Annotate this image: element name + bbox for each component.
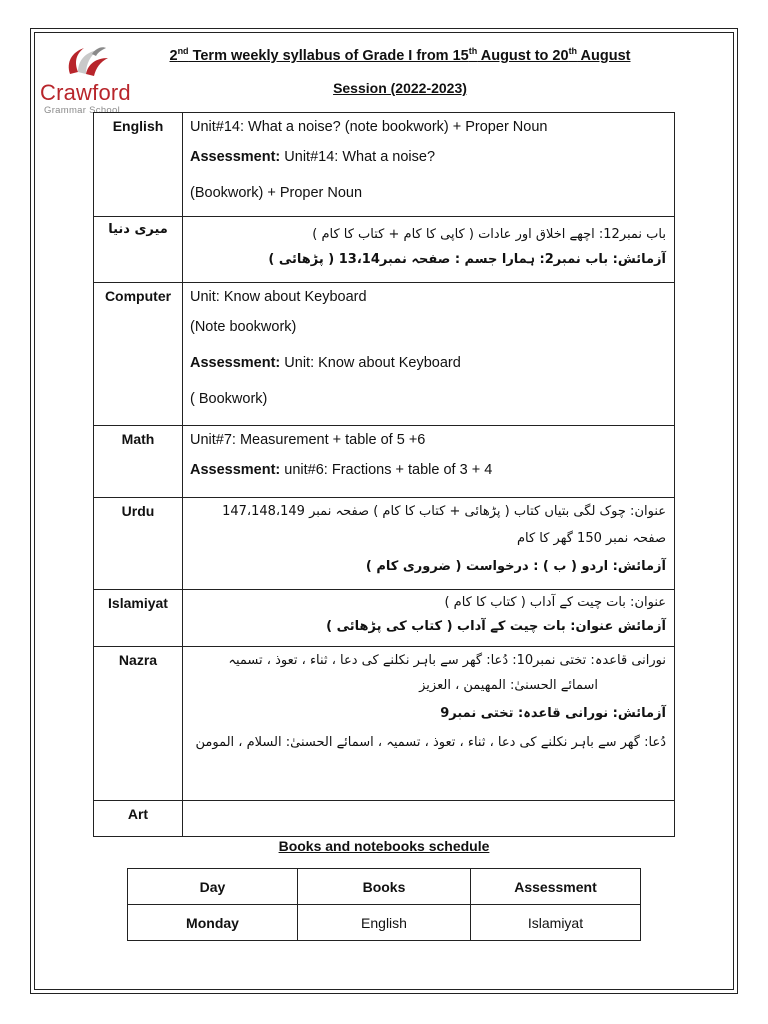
table-row [94, 426, 675, 498]
school-logo [40, 44, 140, 114]
computer-content [183, 283, 675, 426]
math-content [183, 426, 675, 498]
islamiyat-line-1: عنوان: بات چیت کے آداب ( کتاب کا کام ) [444, 595, 666, 610]
schedule-day: Monday [128, 905, 298, 941]
subject-nazra: Nazra [94, 647, 183, 801]
subject-art: Art [94, 801, 183, 837]
syllabus-table [93, 112, 675, 837]
nazra-line-2: اسمائے الحسنیٰ: المھیمن ، العزیز [419, 678, 598, 693]
table-row [94, 590, 675, 647]
table-row [94, 801, 675, 837]
urdu-content [183, 498, 675, 590]
logo-subtitle: Grammar School [44, 105, 120, 116]
header-assessment: Assessment [471, 869, 641, 905]
urdu-line-3: آزمائش: اردو ( ب ) : درخواست ( ضروری کام ) [365, 559, 666, 574]
schedule-books: English [298, 905, 471, 941]
nazra-line-1: نورانی قاعدہ: تختی نمبر10: دُعا: گھر سے باہر نکلنے کی دعا ، ثناء ، تعوذ ، تسمیہ [228, 653, 666, 668]
computer-line-2: (Note bookwork) [190, 319, 297, 335]
page-title: 2nd Term weekly syllabus of Grade I from 15th August to 20th August [169, 46, 631, 64]
subject-english: English [94, 113, 183, 217]
islamiyat-content [183, 590, 675, 647]
table-row [94, 217, 675, 283]
meri-dunya-line-1: باب نمبر12: اچھے اخلاق اور عادات ( کاپی کا کام + کتاب کا کام ) [312, 227, 666, 242]
subject-meri-dunya: میری دنیا [94, 217, 183, 283]
session-label: Session (2022-2023) [333, 80, 467, 96]
urdu-line-1: عنوان: چوک لگی بتیاں کتاب ( پڑھائی + کتاب کا کام ) صفحہ نمبر 147،148،149 [222, 504, 666, 519]
nazra-line-4: دُعا: گھر سے باہر نکلنے کی دعا ، ثناء ، تعوذ ، تسمیہ ، اسمائے الحسنیٰ: السلام ، المومن [195, 735, 666, 750]
subject-computer: Computer [94, 283, 183, 426]
bird-logo-icon [62, 44, 112, 82]
meri-dunya-content [183, 217, 675, 283]
computer-line-4: ( Bookwork) [190, 391, 268, 407]
math-assessment: Assessment: unit#6: Fractions + table of 3 + 4 [190, 462, 493, 478]
computer-line-1: Unit: Know about Keyboard [190, 289, 367, 305]
nazra-line-3: آزمائش: نورانی قاعدہ: تختی نمبر9 [440, 706, 666, 721]
table-row [94, 647, 675, 801]
table-row [128, 905, 641, 941]
table-row [94, 113, 675, 217]
english-line-3: (Bookwork) + Proper Noun [190, 185, 363, 201]
nazra-content [183, 647, 675, 801]
art-content [183, 801, 675, 837]
computer-assessment: Assessment: Unit: Know about Keyboard [190, 355, 461, 371]
english-content [183, 113, 675, 217]
urdu-line-2: صفحہ نمبر 150 گھر کا کام [516, 531, 666, 546]
schedule-header-row [128, 869, 641, 905]
subject-math: Math [94, 426, 183, 498]
math-line-1: Unit#7: Measurement + table of 5 +6 [190, 432, 426, 448]
english-line-1: Unit#14: What a noise? (note bookwork) + Proper Noun [190, 119, 548, 135]
table-row [94, 498, 675, 590]
islamiyat-line-2: آزمائش عنوان: بات چیت کے آداب ( کتاب کی پڑھائی ) [326, 619, 666, 634]
logo-name: Crawford [40, 80, 131, 105]
table-row [94, 283, 675, 426]
subject-urdu: Urdu [94, 498, 183, 590]
schedule-table [127, 868, 641, 941]
schedule-title: Books and notebooks schedule [278, 838, 490, 854]
english-assessment: Assessment: Unit#14: What a noise? [190, 149, 436, 165]
subject-islamiyat: Islamiyat [94, 590, 183, 647]
schedule-assessment: Islamiyat [471, 905, 641, 941]
header-books: Books [298, 869, 471, 905]
header-day: Day [128, 869, 298, 905]
meri-dunya-line-2: آزمائش: باب نمبر2: ہمارا جسم : صفحہ نمبر13،14 ( پڑھائی ) [268, 252, 666, 267]
